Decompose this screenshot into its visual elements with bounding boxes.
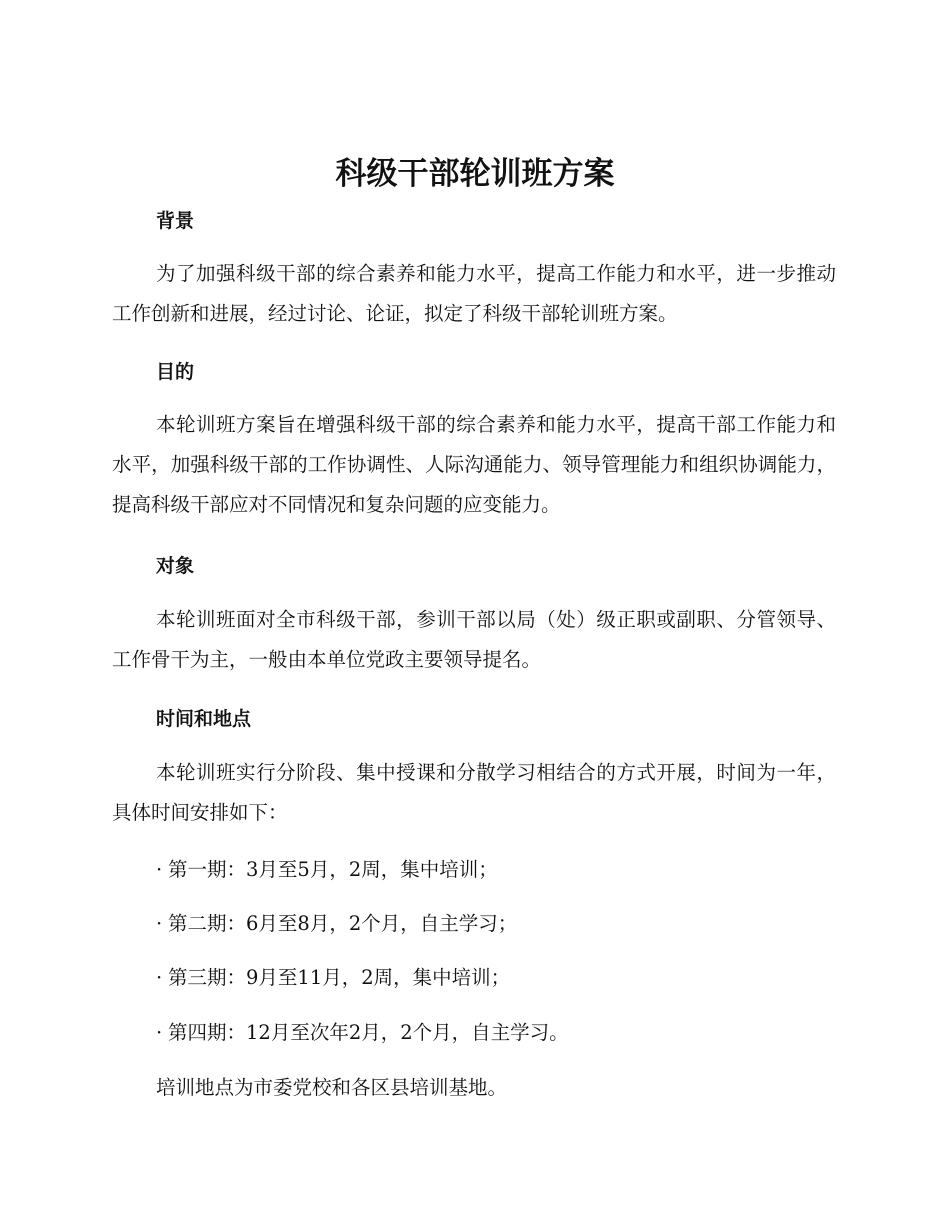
schedule-item: · 第三期：9月至11月，2周，集中培训； [156,964,510,992]
section-heading-target: 对象 [156,555,195,577]
document-title: 科级干部轮训班方案 [335,156,615,192]
schedule-item: · 第二期：6月至8月，2个月，自主学习； [156,910,517,938]
bullet-icon: · [156,1021,163,1044]
section-text-purpose: 本轮训班方案旨在增强科级干部的综合素养和能力水平，提高干部工作能力和水平，加强科级干部的工作协调性、人际沟通能力、领导管理能力和组织协调能力，提高科级干部应对不同情况和复杂问题的应变能力。 [112,413,836,516]
section-heading-background: 背景 [156,210,195,232]
section-text-background: 为了加强科级干部的综合素养和能力水平，提高工作能力和水平，进一步推动工作创新和进展，经过讨论、论证，拟定了科级干部轮训班方案。 [112,262,836,325]
bullet-icon: · [156,912,163,935]
bullet-icon: · [156,858,163,881]
bullet-icon: · [156,966,163,989]
section-text-target: 本轮训班面对全市科级干部，参训干部以局（处）级正职或副职、分管领导、工作骨干为主，一般由本单位党政主要领导提名。 [112,608,836,671]
section-heading-schedule: 时间和地点 [156,708,252,730]
location-text: 培训地点为市委党校和各区县培训基地。 [156,1076,508,1099]
section-heading-purpose: 目的 [156,361,195,383]
schedule-item: · 第一期：3月至5月，2周，集中培训； [156,856,498,884]
schedule-item: · 第四期：12月至次年2月，2个月，自主学习。 [156,1019,569,1047]
section-text-schedule: 本轮训班实行分阶段、集中授课和分散学习相结合的方式开展，时间为一年，具体时间安排如下： [112,761,836,824]
